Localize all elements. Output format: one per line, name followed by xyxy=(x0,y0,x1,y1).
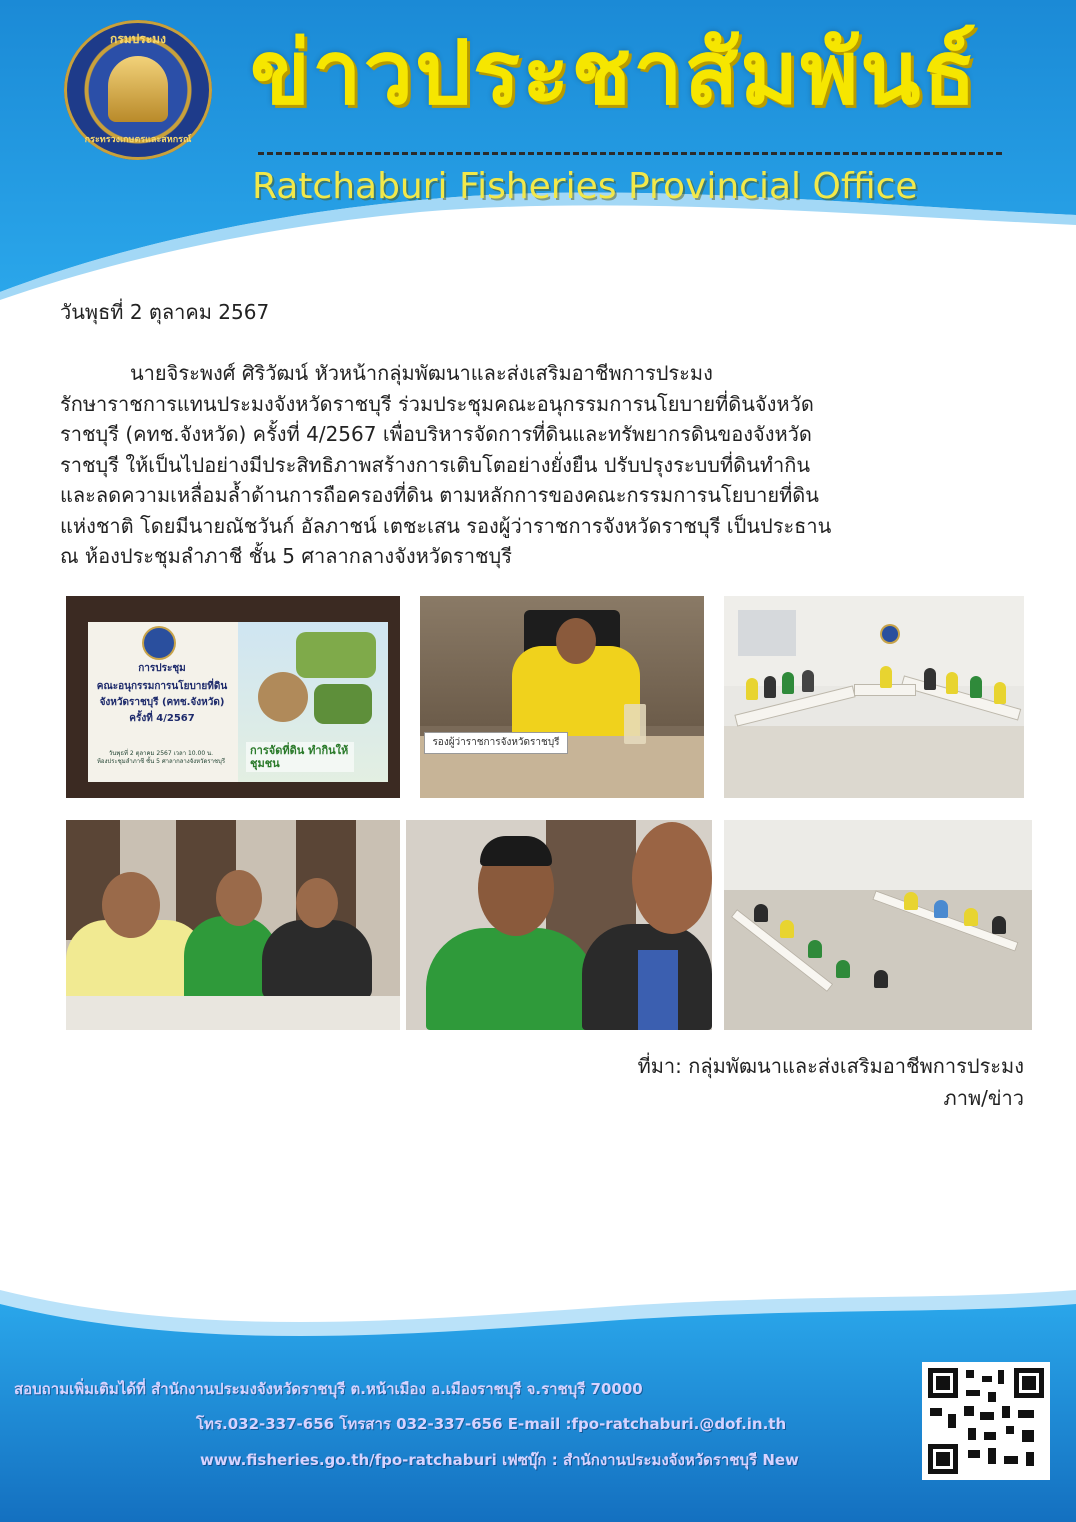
person-head xyxy=(556,618,596,664)
article-line: ราชบุรี ให้เป็นไปอย่างมีประสิทธิภาพสร้างการเติบโตอย่างยั่งยืน ปรับปรุงระบบที่ดินทำกิน xyxy=(60,452,811,477)
article-line: และลดความเหลื่อมล้ำด้านการถือครองที่ดิน ตามหลักการของคณะกรรมการนโยบายที่ดิน xyxy=(60,483,819,507)
qr-code-icon xyxy=(922,1362,1050,1480)
photo-two-men xyxy=(406,820,712,1030)
soil-photo xyxy=(258,672,308,722)
attendee xyxy=(970,676,982,698)
attendee xyxy=(802,670,814,692)
logo-emblem-icon xyxy=(108,56,168,122)
logo-ring-top-text: กรมประมง xyxy=(110,32,166,46)
article-date: วันพุธที่ 2 ตุลาคม 2567 xyxy=(60,300,270,324)
attendee xyxy=(746,678,758,700)
photo-meeting-room xyxy=(724,596,1024,798)
slide-line: ครั้งที่ 4/2567 xyxy=(129,713,195,724)
photo-news-credit: ภาพ/ข่าว xyxy=(943,1086,1024,1110)
slide-line: คณะอนุกรรมการนโยบายที่ดิน xyxy=(96,681,228,692)
field-photo xyxy=(296,632,376,678)
glass-icon xyxy=(624,704,646,744)
floor xyxy=(724,890,1032,1030)
attendee xyxy=(764,676,776,698)
footer-website[interactable]: www.fisheries.go.th/fpo-ratchaburi เฟซบุ๊ก : สำนักงานประมงจังหวัดราชบุรี New xyxy=(200,1451,799,1469)
attendee-face xyxy=(216,870,262,926)
article-line: ณ ห้องประชุมลำภาชี ชั้น 5 ศาลากลางจังหวัดราชบุรี xyxy=(60,544,512,568)
office-name: Ratchaburi Fisheries Provincial Office xyxy=(252,166,918,207)
man-blue-shirt xyxy=(638,950,678,1030)
man-face xyxy=(632,822,712,934)
nameplate: รองผู้ว่าราชการจังหวัดราชบุรี xyxy=(424,732,568,754)
credit-block xyxy=(638,1050,1024,1114)
article-line: ราชบุรี (คทช.จังหวัด) ครั้งที่ 4/2567 เพื่อบริหารจัดการที่ดินและทรัพยากรดินของจังหวัด xyxy=(60,422,812,446)
slide-image-panel xyxy=(238,622,388,782)
man-green-shirt xyxy=(426,928,596,1030)
slide-small-line xyxy=(96,750,226,766)
logo-ring-bottom-text: กระทรวงเกษตรและสหกรณ์ xyxy=(84,135,192,145)
floor xyxy=(724,726,1024,798)
attendee xyxy=(754,904,768,922)
slide-line: การประชุม xyxy=(138,663,186,674)
attendee xyxy=(924,668,936,690)
page-title: ข่าวประชาสัมพันธ์ xyxy=(250,21,979,124)
photo-meeting-overview xyxy=(724,820,1032,1030)
attendee xyxy=(994,682,1006,704)
attendee xyxy=(904,892,918,910)
footer-address: สอบถามเพิ่มเติมได้ที่ สำนักงานประมงจังหวัดราชบุรี ต.หน้าเมือง อ.เมืองราชบุรี จ.ราชบุรี 70000 xyxy=(14,1380,643,1398)
desk xyxy=(66,996,400,1030)
attendee-face xyxy=(102,872,160,938)
attendee xyxy=(780,920,794,938)
wall xyxy=(724,820,1032,890)
attendee xyxy=(964,908,978,926)
article-body xyxy=(60,358,1022,572)
plant-photo xyxy=(314,684,372,724)
photo-projection-screen xyxy=(66,596,400,798)
title-divider xyxy=(258,152,1002,155)
slide-caption: การจัดที่ดิน ทำกินให้ชุมชน xyxy=(246,742,354,772)
projection-slide xyxy=(88,622,388,782)
article-line: รักษาราชการแทนประมงจังหวัดราชบุรี ร่วมประชุมคณะอนุกรรมการนโยบายที่ดินจังหวัด xyxy=(60,391,814,416)
attendee xyxy=(992,916,1006,934)
wall-screen xyxy=(738,610,796,656)
attendee xyxy=(874,970,888,988)
slide-seal-icon xyxy=(144,628,174,658)
attendee xyxy=(836,960,850,978)
attendee xyxy=(946,672,958,694)
source-credit: ที่มา: กลุ่มพัฒนาและส่งเสริมอาชีพการประมง xyxy=(637,1054,1024,1078)
slide-line: จังหวัดราชบุรี (คทช.จังหวัด) xyxy=(99,697,225,708)
department-logo xyxy=(64,20,212,160)
article-line: แห่งชาติ โดยมีนายณัชวันก์ อัลภาชน์ เตชะเสน รองผู้ว่าราชการจังหวัดราชบุรี เป็นประธาน xyxy=(60,513,832,538)
photo-chairman xyxy=(420,596,704,798)
man-hair xyxy=(480,836,552,866)
slide-small-text: ห้องประชุมลำภาชี ชั้น 5 ศาลากลางจังหวัดราชบุรี xyxy=(96,758,226,765)
attendee xyxy=(782,672,794,694)
photo-attendees-left xyxy=(66,820,400,1030)
seal-icon xyxy=(882,626,898,642)
attendee-face xyxy=(296,878,338,928)
attendee xyxy=(880,666,892,688)
attendee-dark xyxy=(262,920,372,1000)
attendee xyxy=(934,900,948,918)
footer-contact: โทร.032-337-656 โทรสาร 032-337-656 E-mail :fpo-ratchaburi.@dof.in.th xyxy=(196,1415,787,1433)
attendee xyxy=(808,940,822,958)
slide-small-text: วันพุธที่ 2 ตุลาคม 2567 เวลา 10.00 น. xyxy=(108,750,214,757)
article-line: นายจิระพงศ์ ศิริวัฒน์ หัวหน้ากลุ่มพัฒนาและส่งเสริมอาชีพการประมง xyxy=(130,361,713,385)
